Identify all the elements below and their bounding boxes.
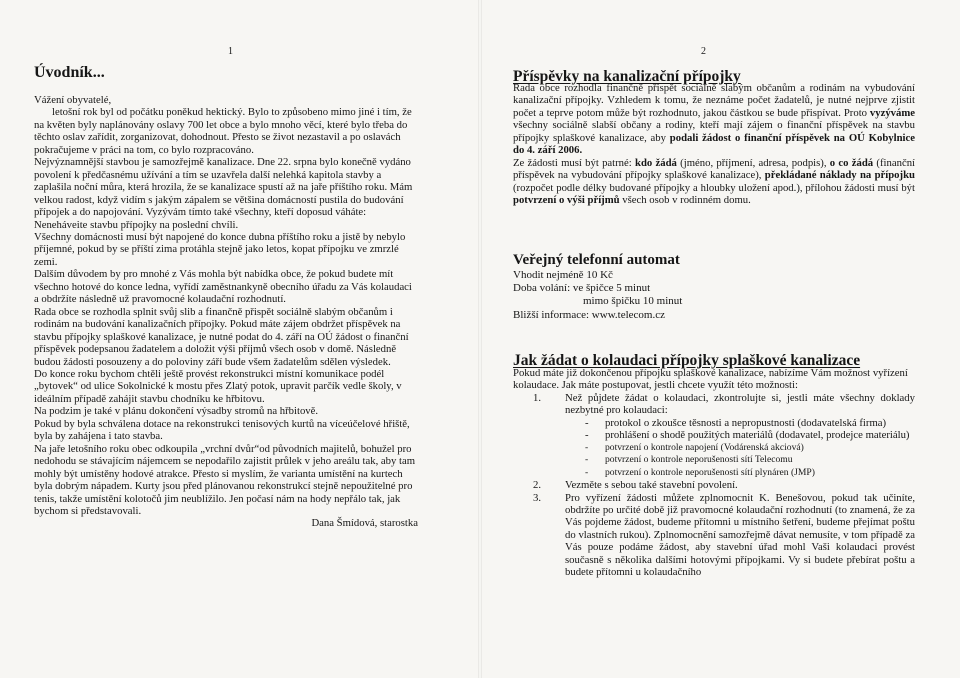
salutation: Vážení obyvatelé, [34,94,112,106]
list-item: - potvrzení o kontrole napojení (Vodárenská akciová) [565,442,915,454]
confirmations-list [565,442,915,479]
paragraph: Na podzim je také v plánu dokončení výsadby stromů na hřbitově. [34,405,319,418]
step-number: 2. [533,479,542,492]
grant-text [513,82,915,207]
step-number: 1. [533,391,542,404]
phone-text [513,269,915,322]
phone-line: mimo špičku 10 minut [583,295,683,308]
step-item [513,392,915,479]
approval-heading: Jak žádat o kolaudaci přípojky splaškové kanalizace [513,352,861,369]
list-item: - prohlášení o shodě použitých materiálů (dodavatel, prodejce materiálu) [565,429,915,441]
phone-line: Bližší informace: www.telecom.cz [513,308,666,321]
text-run: všech osob v rodinném domu. [619,194,751,207]
page-number: 2 [701,46,706,57]
bold-run: překládané náklady na přípojku [764,169,915,182]
paragraph: Na jaře letošního roku obec odkoupila „vrchní dvůr“od původních majitelů, bohužel pro nedohodu se stávajícím nájemcem se nepodařilo zajistit průlek v jeho areálu tak, aby tam mohly být umístěny hodové atrakce. Přesto si myslím, že varianta umístění na kurtech byla dobrým nápadem. Kurty jsou před plánovanou rekonstrukcí stejně nepoužitelné pro tenis, takže umístění kolotočů jim neublížilo. Jen počasí nám na hody nepřálo tak, jak bychom si představovali. [34,442,416,517]
documents-list [565,417,915,442]
paragraph: Nejvýznamnější stavbou je samozřejmě kanalizace. Dne 22. srpna bylo konečně vydáno povolení k předčasnému užívání a tím se uzavřela další nelehká kapitola stavby a zaplašila noční můra, která hrozila, že se kanalizace spustí až na jaře příštího roku. Mám velkou radost, když vidím s jakým zápalem se většina domácností pustila do budování přípojek a do napojování. Vyzývám tímto také všechny, kteří doposud váháte: Neneháveite stavbu přípojky na poslední chvíli. [34,156,413,231]
step-number: 3. [533,491,542,504]
bold-run: o co žádá [829,156,874,169]
paragraph: Do konce roku bychom chtěli ještě provést rekonstrukci místní komunikace podél „bytovek“ od ulice Sokolnické k mostu přes Zlatý potok, upravit parčík vedle školy, v ideálním případě zahájit stavbu chodníku ke hřbitovu. [34,367,402,405]
grant-paragraph [513,157,915,207]
text-run: (rozpočet podle délky budované přípojky a hloubky uložení apod.), přílohou žádosti musí být [513,181,915,194]
step-text: Vezměte s sebou také stavební povolení. [565,479,738,492]
list-item: - potvrzení o kontrole neporušenosti sítí Telecomu [565,454,915,466]
editorial-text [34,94,418,530]
bold-run: potvrzení o výši příjmů [513,194,620,207]
phone-line: Vhodit nejméně 10 Kč [513,269,613,281]
step-text: Než půjdete žádat o kolaudaci, zkontrolujte si, jestli máte všechny doklady nezbytné pro kolaudaci: [565,391,915,417]
list-item: - protokol o zkoušce těsnosti a nepropustnosti (dodavatelská firma) [565,417,915,429]
grant-heading: Příspěvky na kanalizační přípojky [513,68,741,85]
bold-run: vyzýváme [869,106,915,119]
text-run: všechny sociálně slabší občany a rodiny, kteří mají zájem o finanční příspěvek na stavbu přípojky splaškové kanalizace, aby [513,119,915,144]
list-item: - potvrzení o kontrole neporušenosti sítí plynáren (JMP) [565,467,915,479]
text-run: Ze žádosti musí být patrné: [513,156,636,169]
paragraph: Všechny domácnosti musí být napojené do konce dubna příštího roku a jistě by nebylo příjemné, pokud by se příští zima protáhla stejně jako letos, kopat přípojku ve zmrzlé zemi. [34,230,406,268]
bold-run: kdo žádá [635,156,677,169]
editorial-heading: Úvodník... [34,64,105,81]
signature: Dana Šmídová, starostka [311,517,418,530]
step-item [513,492,915,579]
steps-list [513,392,915,579]
approval-text [513,367,915,579]
text-run: (finanční příspěvek na vybudování přípojky splaškové kanalizace), [513,156,916,182]
grant-paragraph [513,82,915,157]
step-item [513,479,915,491]
phone-heading: Veřejný telefonní automat [513,252,680,268]
paragraph: Dalším důvodem by pro mnohé z Vás mohla být nabídka obce, že pokud budete mít všechno hotové do konce ledna, vyřídí zaměstnankyně obecního úřadu za Vás kolaudaci a obdržíte následně už pravomocné kolaudační rozhodnutí. [34,268,412,306]
phone-line: Doba volání: ve špičce 5 minut [513,282,651,295]
paragraph: Rada obce se rozhodla splnit svůj slib a finančně přispět sociálně slabým občanům i rodinám na budování kanalizačních přípojky. Pokud máte zájem obdržet příspěvek na stavbu přípojky splaškové kanalizace, je nutné podat do 4. září na OÚ žádost o finanční příspěvek podepsanou žadatelem a doložit výši příjmů všech osob v domě. Následně budou žádosti posouzeny a do poloviny září bude všem žadatelům sdělen výsledek. [34,305,409,368]
text-run: Rada obce rozhodla finančně přispět sociálně slabým občanům a rodinám na vybudování kanalizační přípojky. Vzhledem k tomu, že neznáme počet žadatelů, je nutné nejprve zjistit počet a teprve potom může být rozhodnuto, jakou částkou se bude přispívat. Proto [513,82,915,119]
paragraph: letošní rok byl od počátku poněkud hektický. Bylo to způsobeno mimo jiné i tím, že na květen byly naplánovány oslavy 700 let obce a bylo mnoho věcí, které bylo třeba do těchto oslav zařídit, zorganizovat, dohodnout. Přesto se život nezastavil a po oslavách pokračujeme v práci na tom, co bylo rozpracováno. [34,106,412,156]
text-run: (jméno, příjmení, adresa, podpis), [676,156,830,169]
page-number: 1 [228,46,233,57]
bold-run: podali žádost o finanční příspěvek na OÚ Kobylnice do 4. září 2006. [513,131,915,157]
approval-intro: Pokud máte již dokončenou přípojku splaškové kanalizace, nabízíme Vám možnost vyřízení kolaudace. Jak máte postupovat, jestli chcete využít této možnosti: [513,367,908,392]
step-text: Pro vyřízení žádosti můžete zplnomocnit K. Benešovou, pokud tak učiníte, obdržíte po určité době již pravomocné kolaudační rozhodnutí (to znamená, že za Vás pojdeme žádost, budeme přítomni u místního šetření, budeme přejímat poštu do vlastních rukou). Zplnomocnění samozřejmě dávat nemusíte, v tom případě za Vás pouze podáme žádost, aby stavební úřad mohl Vaši kolaudaci provést současně s několika dalšími hotovými přípojkami. Vy si budete přebírat poštu a budete přítomni u kolaudačního [565,491,915,579]
paragraph: Pokud by byla schválena dotace na rekonstrukci tenisových kurtů na víceúčelové hřiště, byla by zahájena i tato stavba. [34,417,410,443]
